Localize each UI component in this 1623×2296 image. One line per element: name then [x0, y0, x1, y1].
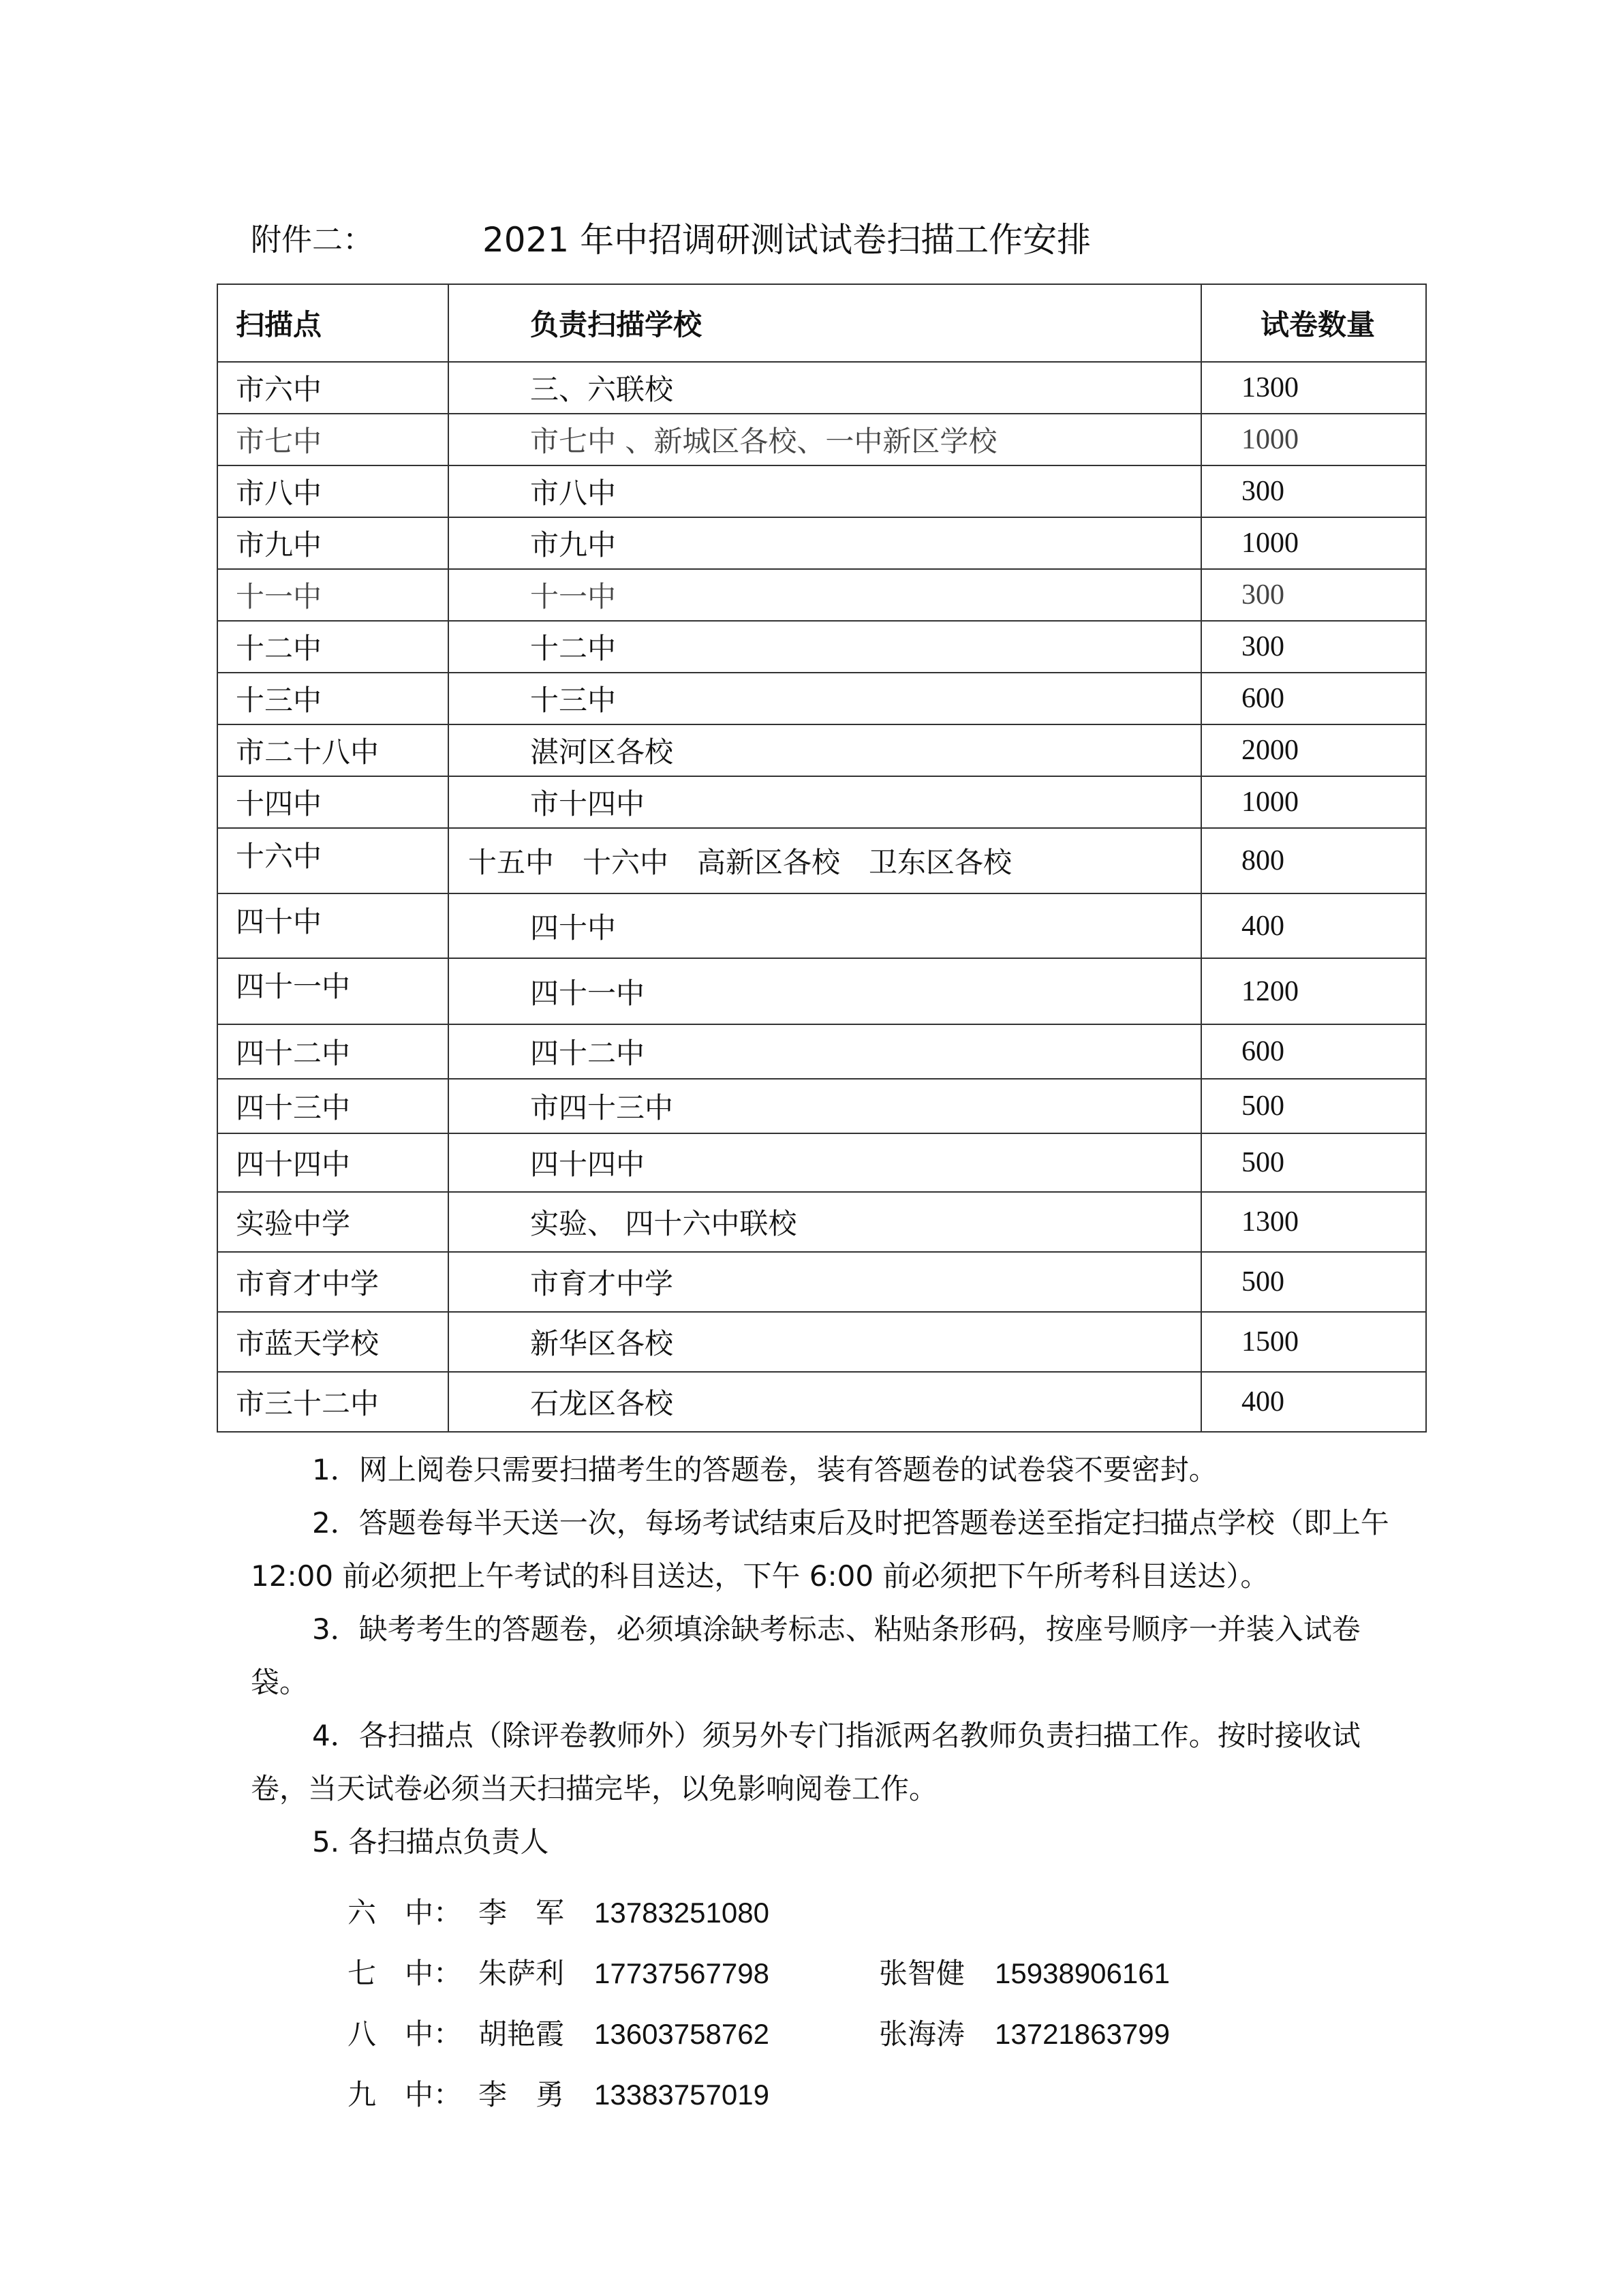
scan-point-cell: 四十二中	[217, 1024, 448, 1079]
contact-row	[347, 2004, 1370, 2064]
schools-cell: 实验、 四十六中联校	[448, 1192, 1201, 1252]
count-cell: 600	[1201, 1024, 1426, 1079]
contact-phone-secondary: 13721863799	[995, 2018, 1170, 2050]
column-header-scan-point: 扫描点	[217, 284, 448, 362]
note-4: 4．各扫描点（除评卷教师外）须另外专门指派两名教师负责扫描工作。按时接收试卷，当天试卷必须当天扫描完毕，以免影响阅卷工作。	[251, 1719, 1361, 1805]
table-row	[217, 465, 1426, 517]
contact-name: 李 勇	[478, 2078, 565, 2111]
contact-name: 李 军	[478, 1896, 565, 1929]
contact-phone: 13603758762	[594, 2018, 769, 2050]
document-header	[251, 213, 1409, 267]
count-cell: 300	[1201, 569, 1426, 621]
schools-cell: 四十中	[448, 893, 1201, 958]
table-row	[217, 414, 1426, 465]
schools-cell: 石龙区各校	[448, 1372, 1201, 1432]
count-cell: 2000	[1201, 724, 1426, 776]
table-row	[217, 517, 1426, 569]
count-cell: 600	[1201, 673, 1426, 724]
contact-school: 九 中：	[347, 2078, 463, 2111]
contact-phone-secondary: 15938906161	[995, 1957, 1170, 1989]
table-row	[217, 893, 1426, 958]
count-cell: 1000	[1201, 776, 1426, 828]
schools-cell: 四十二中	[448, 1024, 1201, 1079]
schools-cell: 市八中	[448, 465, 1201, 517]
contact-name-secondary: 张智健	[879, 1957, 965, 1990]
table-row	[217, 828, 1426, 893]
scan-point-cell: 市六中	[217, 362, 448, 414]
table-row	[217, 1133, 1426, 1192]
schools-cell: 十五中 十六中 高新区各校 卫东区各校	[448, 828, 1201, 893]
schools-cell: 四十一中	[448, 958, 1201, 1024]
table-row	[217, 621, 1426, 673]
schools-cell: 湛河区各校	[448, 724, 1201, 776]
schools-cell: 市四十三中	[448, 1079, 1201, 1133]
schools-cell: 市育才中学	[448, 1252, 1201, 1312]
count-cell: 300	[1201, 621, 1426, 673]
count-cell: 500	[1201, 1252, 1426, 1312]
contact-row	[347, 1882, 1370, 1943]
table-row	[217, 1372, 1426, 1432]
table-row	[217, 776, 1426, 828]
count-cell: 1000	[1201, 517, 1426, 569]
contact-list	[347, 1882, 1370, 2125]
schools-cell: 三、六联校	[448, 362, 1201, 414]
schools-cell: 新华区各校	[448, 1312, 1201, 1372]
count-cell: 800	[1201, 828, 1426, 893]
count-cell: 400	[1201, 893, 1426, 958]
note-5: 5. 各扫描点负责人	[312, 1825, 549, 1858]
schools-cell: 市十四中	[448, 776, 1201, 828]
note-1: 1．网上阅卷只需要扫描考生的答题卷，装有答题卷的试卷袋不要密封。	[312, 1453, 1218, 1486]
scan-point-cell: 十一中	[217, 569, 448, 621]
schools-cell: 十一中	[448, 569, 1201, 621]
contact-phone: 13383757019	[594, 2079, 769, 2111]
contact-phone: 13783251080	[594, 1897, 769, 1929]
contact-row	[347, 1943, 1370, 2004]
scan-point-cell: 四十中	[217, 893, 448, 958]
contact-phone: 17737567798	[594, 1957, 769, 1989]
count-cell: 1300	[1201, 362, 1426, 414]
scan-point-cell: 市七中	[217, 414, 448, 465]
contact-name: 胡艳霞	[478, 2017, 565, 2051]
scan-point-cell: 市蓝天学校	[217, 1312, 448, 1372]
count-cell: 400	[1201, 1372, 1426, 1432]
scan-point-cell: 市八中	[217, 465, 448, 517]
page-title: 2021 年中招调研测试试卷扫描工作安排	[482, 220, 1092, 260]
count-cell: 500	[1201, 1079, 1426, 1133]
count-cell: 1500	[1201, 1312, 1426, 1372]
count-cell: 500	[1201, 1133, 1426, 1192]
contact-row	[347, 2064, 1370, 2125]
table-row	[217, 1192, 1426, 1252]
note-2: 2．答题卷每半天送一次，每场考试结束后及时把答题卷送至指定扫描点学校（即上午 12:00 前必须把上午考试的科目送达，下午 6:00 前必须把下午所考科目送达）。	[251, 1506, 1389, 1593]
count-cell: 1300	[1201, 1192, 1426, 1252]
scan-point-cell: 四十四中	[217, 1133, 448, 1192]
table-header-row	[217, 284, 1426, 362]
contact-name-secondary: 张海涛	[879, 2017, 965, 2051]
table-row	[217, 958, 1426, 1024]
scan-point-cell: 十三中	[217, 673, 448, 724]
table-row	[217, 1024, 1426, 1079]
table-row	[217, 362, 1426, 414]
scan-point-cell: 十二中	[217, 621, 448, 673]
scan-point-cell: 市九中	[217, 517, 448, 569]
schools-cell: 十三中	[448, 673, 1201, 724]
table-row	[217, 1079, 1426, 1133]
contact-school: 八 中：	[347, 2017, 463, 2051]
contact-school: 七 中：	[347, 1957, 463, 1990]
table-row	[217, 1252, 1426, 1312]
note-3: 3．缺考考生的答题卷，必须填涂缺考标志、粘贴条形码，按座号顺序一并装入试卷袋。	[251, 1612, 1361, 1699]
attachment-label: 附件二：	[251, 221, 374, 258]
table-row	[217, 569, 1426, 621]
instructions	[251, 1443, 1402, 1869]
column-header-count: 试卷数量	[1201, 284, 1426, 362]
schools-cell: 市九中	[448, 517, 1201, 569]
scan-point-cell: 四十三中	[217, 1079, 448, 1133]
contact-school: 六 中：	[347, 1896, 463, 1929]
scan-point-cell: 十六中	[217, 828, 448, 893]
scan-point-cell: 市育才中学	[217, 1252, 448, 1312]
schools-cell: 市七中 、新城区各校、一中新区学校	[448, 414, 1201, 465]
contact-name: 朱萨利	[478, 1957, 565, 1990]
table-row	[217, 724, 1426, 776]
table-row	[217, 1312, 1426, 1372]
scan-point-cell: 十四中	[217, 776, 448, 828]
scan-point-cell: 实验中学	[217, 1192, 448, 1252]
count-cell: 1200	[1201, 958, 1426, 1024]
scan-point-cell: 四十一中	[217, 958, 448, 1024]
scan-schedule-table	[217, 284, 1427, 1433]
scan-point-cell: 市二十八中	[217, 724, 448, 776]
schools-cell: 十二中	[448, 621, 1201, 673]
column-header-schools: 负责扫描学校	[448, 284, 1201, 362]
table-row	[217, 673, 1426, 724]
schools-cell: 四十四中	[448, 1133, 1201, 1192]
scan-point-cell: 市三十二中	[217, 1372, 448, 1432]
count-cell: 1000	[1201, 414, 1426, 465]
count-cell: 300	[1201, 465, 1426, 517]
